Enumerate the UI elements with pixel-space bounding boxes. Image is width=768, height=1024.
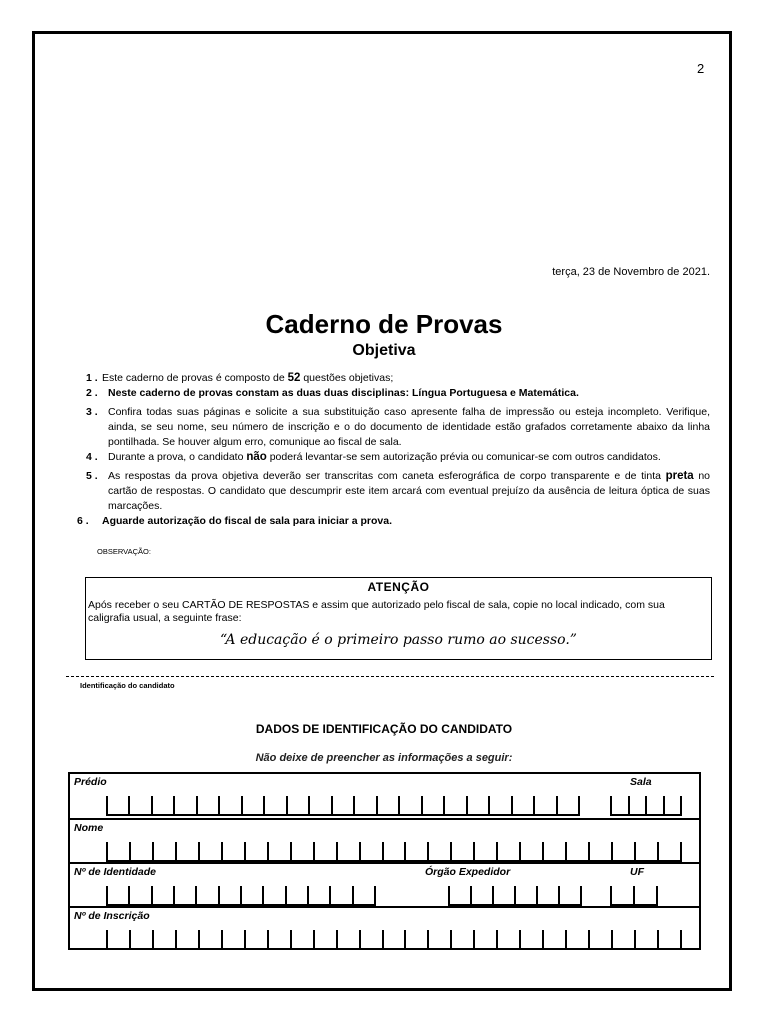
char-box-divider	[352, 886, 354, 906]
instruction-emphasis: 52	[287, 372, 301, 384]
sala-label: Sala	[630, 776, 652, 788]
char-box-divider	[404, 930, 406, 950]
page-number: 2	[697, 61, 705, 76]
char-box-divider	[556, 796, 558, 816]
dotted-cut-line	[66, 676, 714, 677]
char-box-divider	[175, 930, 177, 950]
char-box-divider	[244, 930, 246, 950]
char-box-divider	[488, 796, 490, 816]
instruction-emphasis: preta	[665, 470, 694, 482]
char-box-divider	[359, 842, 361, 862]
instruction-emphasis: não	[246, 451, 267, 463]
char-box-divider	[663, 796, 665, 816]
char-box-divider	[198, 930, 200, 950]
char-box-divider	[473, 930, 475, 950]
char-box-divider	[244, 842, 246, 862]
form-title: DADOS DE IDENTIFICAÇÃO DO CANDIDATO	[255, 722, 513, 736]
char-box-divider	[427, 930, 429, 950]
instruction-4	[80, 450, 710, 465]
uf-label: UF	[630, 866, 644, 878]
char-box-divider	[404, 842, 406, 862]
form-subtitle: Não deixe de preencher as informações a seguir:	[255, 752, 513, 764]
instructions-list	[77, 371, 710, 529]
char-box-divider	[173, 796, 175, 816]
char-box-divider	[645, 796, 647, 816]
char-box-divider	[443, 796, 445, 816]
char-box-divider	[398, 796, 400, 816]
attention-quote: “A educação é o primeiro passo rumo ao sucesso.”	[220, 632, 577, 648]
char-box-divider	[542, 842, 544, 862]
char-box-divider	[106, 886, 108, 906]
char-box-divider	[175, 842, 177, 862]
form-row-predio-sala	[70, 774, 699, 818]
attention-title: ATENÇÃO	[367, 580, 430, 594]
char-box-divider	[267, 842, 269, 862]
char-box-divider	[106, 796, 108, 816]
instruction-1	[80, 371, 710, 386]
instruction-number: 2 .	[86, 387, 98, 399]
char-box-divider	[313, 930, 315, 950]
instruction-text: Neste caderno de provas constam as duas duas disciplinas: Língua Portuguesa e Matemática.	[108, 387, 579, 399]
char-box-divider	[492, 886, 494, 906]
char-box-divider	[382, 930, 384, 950]
char-box-divider	[374, 886, 376, 906]
char-box-divider	[448, 886, 450, 906]
instruction-text: no cartão de respostas. O candidato que descumprir este item arcará com eventual prejuízo da ausência de leitura óptica de suas marcações.	[108, 470, 710, 512]
char-box-divider	[128, 886, 130, 906]
char-box-divider	[152, 842, 154, 862]
char-box-divider	[106, 842, 108, 862]
char-box-divider	[263, 796, 265, 816]
char-box-divider	[610, 796, 612, 816]
char-box-divider	[151, 886, 153, 906]
form-row-identidade	[70, 862, 699, 906]
char-box-divider	[519, 930, 521, 950]
char-box-divider	[565, 842, 567, 862]
char-box-divider	[336, 842, 338, 862]
exam-date: terça, 23 de Novembro de 2021.	[552, 266, 710, 278]
instruction-number: 6 .	[77, 515, 89, 527]
char-box-divider	[473, 842, 475, 862]
char-box-divider	[611, 930, 613, 950]
instruction-text: Durante a prova, o candidato	[108, 451, 247, 463]
char-box-divider	[496, 842, 498, 862]
attention-box	[85, 577, 712, 660]
candidate-form	[68, 772, 701, 950]
instruction-text: Este caderno de provas é composto de	[102, 372, 288, 384]
char-box-divider	[588, 842, 590, 862]
char-box-divider	[240, 886, 242, 906]
char-box-divider	[421, 796, 423, 816]
instruction-number: 1 .	[86, 372, 98, 384]
char-box-divider	[634, 842, 636, 862]
char-box-divider	[466, 796, 468, 816]
instruction-number: 4 .	[86, 451, 98, 463]
nome-label: Nome	[74, 822, 104, 834]
char-box-divider	[151, 796, 153, 816]
char-box-divider	[286, 796, 288, 816]
predio-label: Prédio	[74, 776, 107, 788]
char-box-divider	[290, 842, 292, 862]
char-box-divider	[536, 886, 538, 906]
char-box-divider	[578, 796, 580, 816]
char-box-divider	[241, 796, 243, 816]
char-box-divider	[267, 930, 269, 950]
char-box-divider	[470, 886, 472, 906]
predio-boxes[interactable]	[106, 796, 578, 816]
char-box-divider	[307, 886, 309, 906]
orgao-expedidor-label: Órgão Expedidor	[425, 866, 511, 878]
instruction-text: poderá levantar-se sem autorização prévia ou comunicar-se com outros candidatos.	[266, 451, 661, 463]
instruction-text: questões objetivas;	[300, 372, 394, 384]
identidade-label: Nº de Identidade	[74, 866, 157, 878]
char-box-divider	[218, 886, 220, 906]
char-box-divider	[106, 930, 108, 950]
char-box-divider	[657, 930, 659, 950]
instruction-5	[80, 469, 710, 514]
instruction-text: As respostas da prova objetiva deverão ser transcritas com caneta esferográfica de corpo transparente e de tinta	[108, 470, 666, 482]
orgao-expedidor-boxes[interactable]	[448, 886, 580, 906]
char-box-divider	[129, 842, 131, 862]
char-box-divider	[285, 886, 287, 906]
char-box-divider	[221, 930, 223, 950]
char-box-divider	[359, 930, 361, 950]
char-box-divider	[129, 930, 131, 950]
char-box-divider	[290, 930, 292, 950]
char-box-divider	[580, 886, 582, 906]
char-box-divider	[336, 930, 338, 950]
char-box-divider	[450, 930, 452, 950]
instruction-3	[80, 405, 710, 450]
observation-label: OBSERVAÇÃO:	[97, 547, 151, 556]
char-box-divider	[656, 886, 658, 906]
char-box-divider	[680, 842, 682, 862]
char-box-divider	[533, 796, 535, 816]
instruction-text: Aguarde autorização do fiscal de sala para iniciar a prova.	[102, 515, 393, 527]
char-box-divider	[634, 930, 636, 950]
char-box-divider	[565, 930, 567, 950]
char-box-divider	[376, 796, 378, 816]
instruction-number: 5 .	[86, 470, 98, 482]
inscricao-label: Nº de Inscrição	[74, 910, 150, 922]
page-subtitle: Objetiva	[352, 342, 416, 359]
field-baseline	[106, 948, 680, 950]
char-box-divider	[195, 886, 197, 906]
form-row-inscricao	[70, 906, 699, 948]
char-box-divider	[519, 842, 521, 862]
char-box-divider	[558, 886, 560, 906]
page-title: Caderno de Provas	[265, 309, 503, 339]
char-box-divider	[128, 796, 130, 816]
char-box-divider	[198, 842, 200, 862]
char-box-divider	[353, 796, 355, 816]
char-box-divider	[173, 886, 175, 906]
char-box-divider	[511, 796, 513, 816]
char-box-divider	[218, 796, 220, 816]
char-box-divider	[308, 796, 310, 816]
cut-line-caption: Identificação do candidato	[80, 681, 175, 690]
char-box-divider	[610, 886, 612, 906]
char-box-divider	[262, 886, 264, 906]
char-box-divider	[633, 886, 635, 906]
instruction-text: Confira todas suas páginas e solicite a sua substituição caso apresente falha de impressão ou esteja incompleto. Verifique, ainda, se seu nome, seu número de inscrição e o do documento de identidade estão grafados corretamente abaixo da linha pontilhada. Se houver algum erro, comunique ao fiscal de sala.	[108, 406, 710, 448]
char-box-divider	[450, 842, 452, 862]
instruction-number: 3 .	[86, 406, 98, 418]
inscricao-boxes[interactable]	[106, 930, 680, 950]
attention-text: Após receber o seu CARTÃO DE RESPOSTAS e assim que autorizado pelo fiscal de sala, copie no local indicado, com sua caligrafia usual, a seguinte frase:	[88, 599, 665, 624]
char-box-divider	[496, 930, 498, 950]
form-row-nome	[70, 818, 699, 862]
identidade-boxes[interactable]	[106, 886, 374, 906]
char-box-divider	[382, 842, 384, 862]
nome-boxes[interactable]	[106, 842, 680, 862]
char-box-divider	[427, 842, 429, 862]
char-box-divider	[611, 842, 613, 862]
instruction-2	[80, 386, 710, 401]
char-box-divider	[152, 930, 154, 950]
char-box-divider	[542, 930, 544, 950]
instruction-6	[77, 514, 710, 529]
char-box-divider	[680, 796, 682, 816]
char-box-divider	[588, 930, 590, 950]
char-box-divider	[221, 842, 223, 862]
char-box-divider	[657, 842, 659, 862]
field-baseline	[106, 814, 578, 816]
char-box-divider	[313, 842, 315, 862]
char-box-divider	[514, 886, 516, 906]
uf-boxes[interactable]	[610, 886, 656, 906]
char-box-divider	[331, 796, 333, 816]
char-box-divider	[628, 796, 630, 816]
sala-boxes[interactable]	[610, 796, 680, 816]
char-box-divider	[196, 796, 198, 816]
char-box-divider	[329, 886, 331, 906]
char-box-divider	[680, 930, 682, 950]
